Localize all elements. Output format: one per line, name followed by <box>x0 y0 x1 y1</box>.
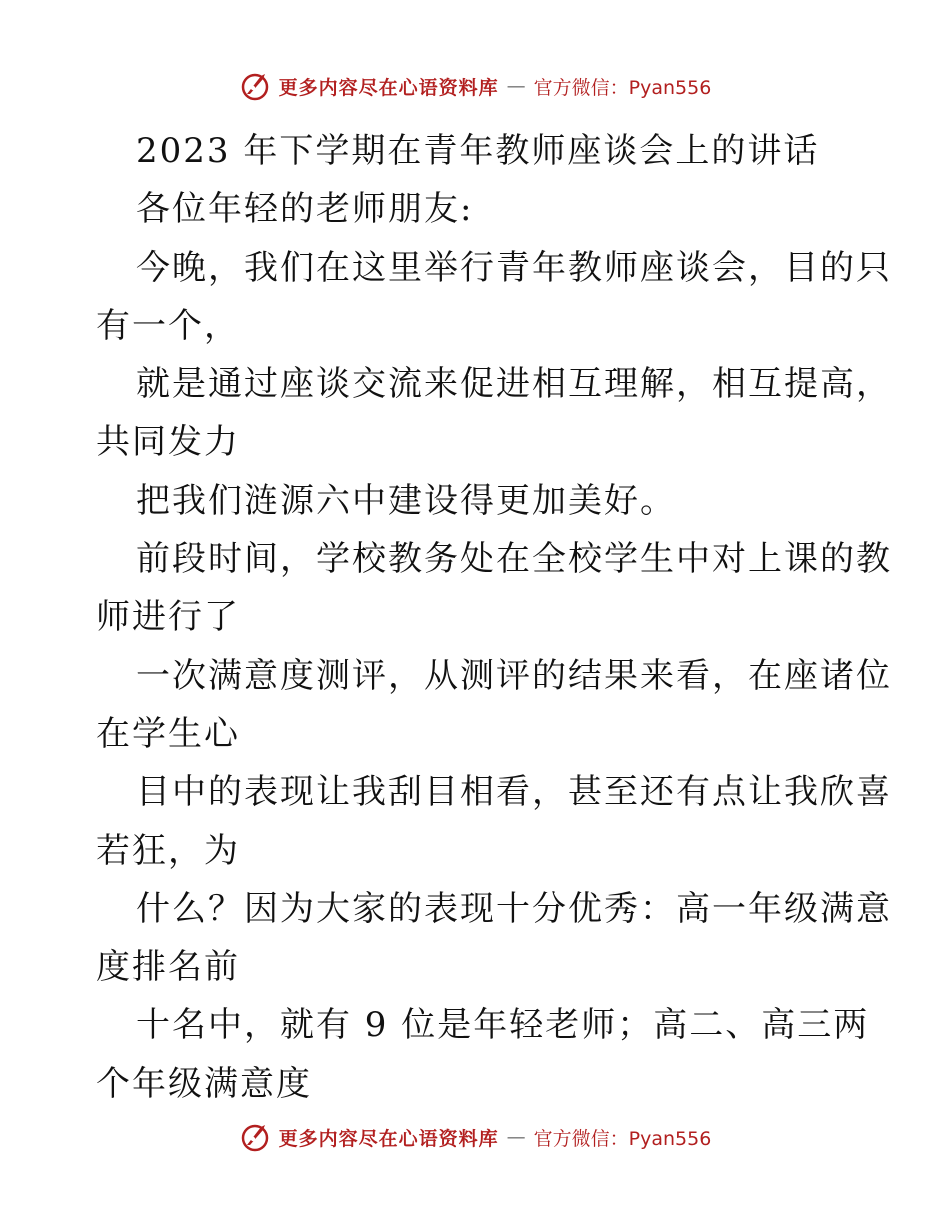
site-name: 更多内容尽在心语资料库 <box>278 1127 499 1150</box>
text-line: 各位年轻的老师朋友: <box>136 189 474 230</box>
text-line: 个年级满意度 <box>96 1063 312 1104</box>
text-line: 十名中，就有 9 位是年轻老师；高二、高三两 <box>136 1005 870 1046</box>
text-line: 在学生心 <box>96 713 240 754</box>
wechat-id: 官方微信：Pyan556 <box>533 76 712 99</box>
text-line: 就是通过座谈交流来促进相互理解，相互提高， <box>136 364 892 405</box>
text-line: 师进行了 <box>96 597 240 638</box>
header-banner <box>0 70 950 102</box>
text-line: 什么？因为大家的表现十分优秀：高一年级满意 <box>136 888 892 929</box>
text-line: 有一个， <box>96 305 240 346</box>
site-name: 更多内容尽在心语资料库 <box>278 76 499 99</box>
banner-separator: — <box>506 1126 526 1148</box>
document-title: 2023 年下学期在青年教师座谈会上的讲话 <box>136 131 820 171</box>
text-line: 前段时间，学校教务处在全校学生中对上课的教 <box>136 539 892 580</box>
text-line: 若狂，为 <box>96 830 240 871</box>
banner-separator: — <box>506 75 526 97</box>
quill-circle-icon <box>239 1121 271 1153</box>
text-line: 一次满意度测评，从测评的结果来看，在座诸位 <box>136 655 892 696</box>
text-line: 今晚，我们在这里举行青年教师座谈会，目的只 <box>136 247 892 288</box>
document-body <box>96 122 892 1113</box>
text-line: 把我们涟源六中建设得更加美好。 <box>136 480 676 521</box>
text-line: 度排名前 <box>96 947 240 988</box>
quill-circle-icon <box>239 70 271 102</box>
text-line: 共同发力 <box>96 422 240 463</box>
banner-content <box>239 1121 712 1153</box>
footer-banner <box>0 1121 950 1153</box>
text-line: 目中的表现让我刮目相看，甚至还有点让我欣喜 <box>136 772 892 813</box>
banner-content <box>239 70 712 102</box>
wechat-id: 官方微信：Pyan556 <box>533 1127 712 1150</box>
